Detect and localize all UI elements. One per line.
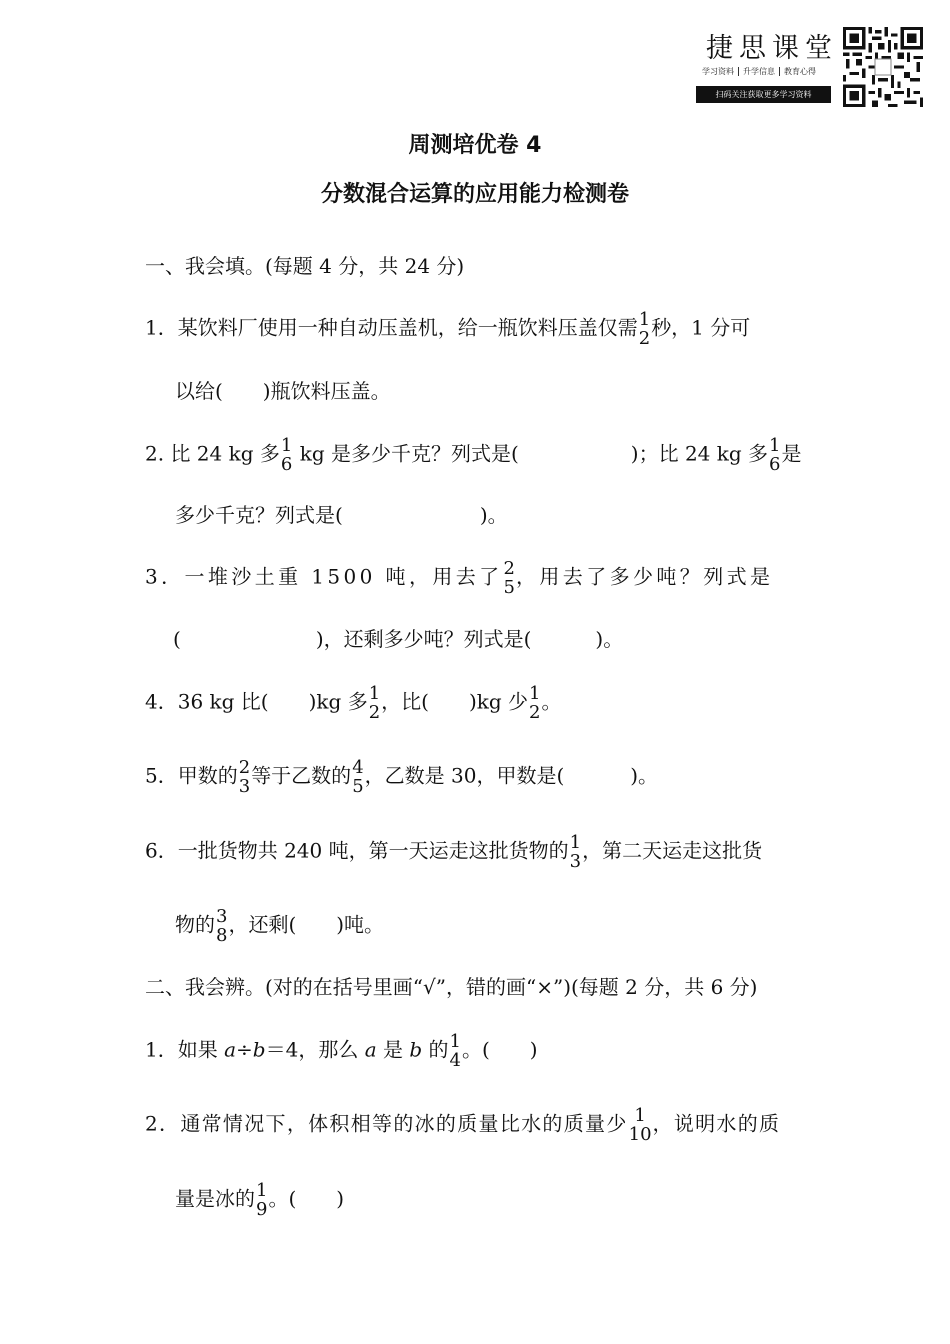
question-line xyxy=(145,310,750,348)
fraction-denominator: 9 xyxy=(256,1199,268,1220)
variable: b xyxy=(409,1037,423,1062)
fraction-denominator: 2 xyxy=(529,702,541,723)
brand-tag: 升学信息 xyxy=(739,67,780,76)
fraction-denominator: 4 xyxy=(449,1050,461,1071)
question-text: 是 xyxy=(781,441,802,466)
question-text: )。 xyxy=(630,763,659,788)
fraction xyxy=(529,684,540,722)
fraction-denominator: 8 xyxy=(216,925,228,946)
fraction xyxy=(570,833,581,871)
question-text: ( xyxy=(173,627,181,651)
fraction xyxy=(256,1181,267,1219)
fraction-numerator: 1 xyxy=(634,1105,646,1126)
fraction xyxy=(504,559,515,597)
question-text: ，第二天运走这批货 xyxy=(582,838,763,863)
question-text: 量是冰的 xyxy=(175,1186,255,1211)
scan-prompt-bar: 扫码关注获取更多学习资料 xyxy=(696,86,831,103)
question-text: ，用去了多少吨？列式是 xyxy=(516,564,774,589)
question-text: )；比 24 kg 多 xyxy=(630,441,769,466)
question-text: ，比( )kg 少 xyxy=(381,689,529,714)
fraction-denominator: 2 xyxy=(368,702,381,723)
fraction-numerator: 1 xyxy=(529,683,541,704)
variable: a xyxy=(364,1037,377,1062)
brand-tag: 教育心得 xyxy=(784,67,816,76)
section-heading: 一、我会填。(每题 4 分，共 24 分) xyxy=(145,254,465,278)
question-text: 4．36 kg 比( )kg 多 xyxy=(145,689,368,714)
question-text: 3．一堆沙土重 1500 吨，用去了 xyxy=(145,564,503,589)
fraction-denominator: 6 xyxy=(280,454,293,475)
question-text: ＝4，那么 xyxy=(265,1037,365,1062)
fraction-numerator: 2 xyxy=(238,757,251,778)
fraction-denominator: 10 xyxy=(628,1124,652,1145)
question-text: 多少千克？列式是( xyxy=(175,503,343,527)
question-text: 2. 比 24 kg 多 xyxy=(145,441,280,466)
question-text: 秒，1 分可 xyxy=(651,315,751,340)
question-line xyxy=(175,1181,344,1219)
qr-code-icon xyxy=(843,27,923,107)
question-text: 物的 xyxy=(175,912,215,937)
question-text: )。 xyxy=(479,503,508,527)
fraction-numerator: 1 xyxy=(569,832,582,853)
question-line: 以给( )瓶饮料压盖。 xyxy=(175,379,391,403)
fraction-denominator: 2 xyxy=(638,328,651,349)
fraction xyxy=(629,1106,652,1144)
fraction xyxy=(450,1032,461,1070)
fraction-numerator: 1 xyxy=(368,683,381,704)
question-line xyxy=(175,907,384,945)
fraction-numerator: 1 xyxy=(280,435,293,456)
question-line xyxy=(145,1106,780,1144)
question-text: ，还剩( )吨。 xyxy=(228,912,385,937)
question-text: 。( ) xyxy=(268,1186,345,1211)
fraction xyxy=(369,684,380,722)
fraction xyxy=(216,907,227,945)
fraction xyxy=(769,436,780,474)
brand-tag: 学习资料 xyxy=(698,67,739,76)
fraction xyxy=(281,436,292,474)
question-text: )。 xyxy=(595,627,624,651)
paper-subtitle: 分数混合运算的应用能力检测卷 xyxy=(320,182,629,207)
question-line xyxy=(145,1032,538,1070)
fraction-numerator: 1 xyxy=(256,1180,268,1201)
fraction-denominator: 3 xyxy=(569,851,582,872)
variable: b xyxy=(252,1037,266,1062)
question-line xyxy=(173,624,623,654)
question-text: 1．某饮料厂使用一种自动压盖机，给一瓶饮料压盖仅需 xyxy=(145,315,638,340)
question-text: 。 xyxy=(541,689,562,714)
fraction-numerator: 1 xyxy=(449,1031,461,1052)
paper-title: 周测培优卷 4 xyxy=(408,133,542,158)
question-text: 。( ) xyxy=(461,1037,538,1062)
question-text: 2．通常情况下，体积相等的冰的质量比水的质量少 xyxy=(145,1111,628,1136)
fraction-numerator: 3 xyxy=(216,906,228,927)
fraction-numerator: 1 xyxy=(769,435,781,456)
question-line xyxy=(145,758,658,796)
fraction-numerator: 4 xyxy=(352,757,364,778)
question-text: 5．甲数的 xyxy=(145,763,238,788)
question-text: ，说明水的质 xyxy=(652,1111,781,1136)
fraction xyxy=(352,758,363,796)
question-line xyxy=(145,684,562,722)
question-text: ，乙数是 30，甲数是( xyxy=(364,763,565,788)
variable: a xyxy=(224,1037,237,1062)
question-text: )，还剩多少吨？列式是( xyxy=(315,627,532,651)
brand-logo-text: 捷思课堂 xyxy=(706,33,838,64)
fraction-denominator: 5 xyxy=(503,577,515,598)
question-line xyxy=(145,559,773,597)
question-line xyxy=(145,436,802,474)
question-text: 等于乙数的 xyxy=(251,763,352,788)
fraction-denominator: 3 xyxy=(238,776,251,797)
fraction-numerator: 2 xyxy=(503,558,515,579)
brand-tags xyxy=(698,66,820,77)
question-text: kg 是多少千克？列式是( xyxy=(293,441,519,466)
fraction xyxy=(639,310,650,348)
fraction-denominator: 6 xyxy=(769,454,781,475)
fraction-denominator: 5 xyxy=(352,776,364,797)
operator: ÷ xyxy=(236,1037,253,1062)
question-text: 6．一批货物共 240 吨，第一天运走这批货物的 xyxy=(145,838,569,863)
fraction-numerator: 1 xyxy=(638,309,651,330)
question-text: 是 xyxy=(376,1037,410,1062)
question-line xyxy=(145,833,762,871)
question-line xyxy=(175,500,508,530)
question-text: 的 xyxy=(422,1037,449,1062)
question-text: 1．如果 xyxy=(145,1037,225,1062)
section-heading: 二、我会辨。(对的在括号里画“√”，错的画“×”)(每题 2 分，共 6 分) xyxy=(145,975,758,999)
fraction xyxy=(239,758,250,796)
